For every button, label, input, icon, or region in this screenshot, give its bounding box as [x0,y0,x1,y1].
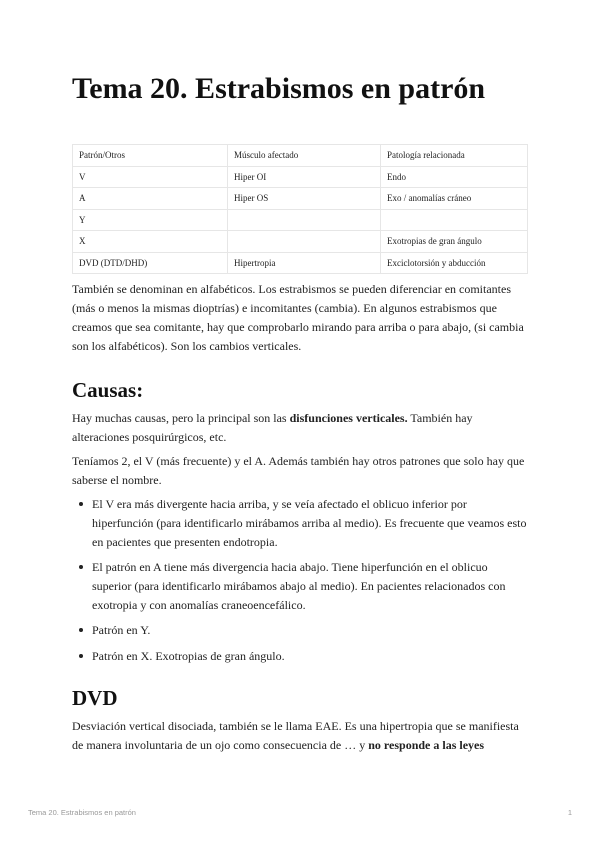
causas-text-end: También hay alteraciones posquirúrgicos, etc. [72,411,473,444]
table-header-cell: Músculo afectado [228,145,381,167]
table-row [73,188,528,210]
table-cell: A [73,188,228,210]
list-item-text: Patrón en X. Exotropias de gran ángulo. [92,649,285,663]
causas-heading: Causas: [72,378,144,402]
table-cell: Y [73,209,228,231]
table-cell: Exciclotorsión y abducción [381,252,528,274]
table-cell [228,209,381,231]
dvd-bold-text: no responde a las leyes [368,738,485,752]
table-header-row [73,145,528,167]
bullet-icon [79,502,83,506]
table-cell: DVD (DTD/DHD) [73,252,228,274]
patterns-paragraph: Teníamos 2, el V (más frecuente) y el A. Además también hay otros patrones que solo hay que saberse el nombre. [72,454,525,487]
table-cell: Endo [381,166,528,188]
dvd-heading: DVD [72,686,118,710]
bullet-icon [79,654,83,658]
causas-bold-text: disfunciones verticales. [289,411,408,425]
table-cell: Exotropias de gran ángulo [381,231,528,253]
table-cell: Hiper OI [228,166,381,188]
table-cell [228,231,381,253]
table-row [73,252,528,274]
table-cell: X [73,231,228,253]
list-item [72,647,528,666]
list-item-text: El patrón en A tiene más divergencia hacia abajo. Tiene hiperfunción en el oblicuo superior (para identificarlo mirábamos abajo al medio). En pacientes relacionados con exotropia y con anomalías craneoencefálico. [92,560,506,612]
list-item [72,558,528,615]
table-row [73,231,528,253]
intro-paragraph: También se denominan en alfabéticos. Los estrabismos se pueden diferenciar en comitantes (más o menos la mismas dioptrías) e incomitantes (cambia). En algunos estrabismos que creamos que sea comitante, hay que comprobarlo mirando para arriba o para abajo, (si cambia son los alfabéticos). Son los cambios verticales. [72,282,524,353]
list-item-text: El V era más divergente hacia arriba, y se veía afectado el oblicuo inferior por hiperfunción (para identificarlo mirábamos arriba al medio). Es frecuente que veamos esto en pacientes que presenten endotropia. [92,497,527,549]
dvd-text: Desviación vertical disociada, también se le llama EAE. Es una hipertropia que se manifiesta de manera involuntaria de un ojo como consecuencia de … y [72,719,519,752]
table-row [73,166,528,188]
list-item-text: Patrón en Y. [92,623,151,637]
table-header-cell: Patología relacionada [381,145,528,167]
page-title: Tema 20. Estrabismos en patrón [72,72,486,105]
table-cell: Hiper OS [228,188,381,210]
bullet-icon [79,565,83,569]
list-item [72,621,528,640]
list-item [72,495,528,552]
page-number: 1 [567,808,572,817]
pattern-table [72,144,528,274]
table-cell: Hipertropia [228,252,381,274]
footer-title: Tema 20. Estrabismos en patrón [28,808,136,817]
pattern-list [72,495,528,666]
table-header-cell: Patrón/Otros [73,145,228,167]
table-cell: V [73,166,228,188]
table-row [73,209,528,231]
bullet-icon [79,628,83,632]
causas-text-start: Hay muchas causas, pero la principal son las [72,411,290,425]
table-cell: Exo / anomalías cráneo [381,188,528,210]
table-cell [381,209,528,231]
dvd-paragraph [72,717,528,755]
causas-paragraph [72,409,528,447]
